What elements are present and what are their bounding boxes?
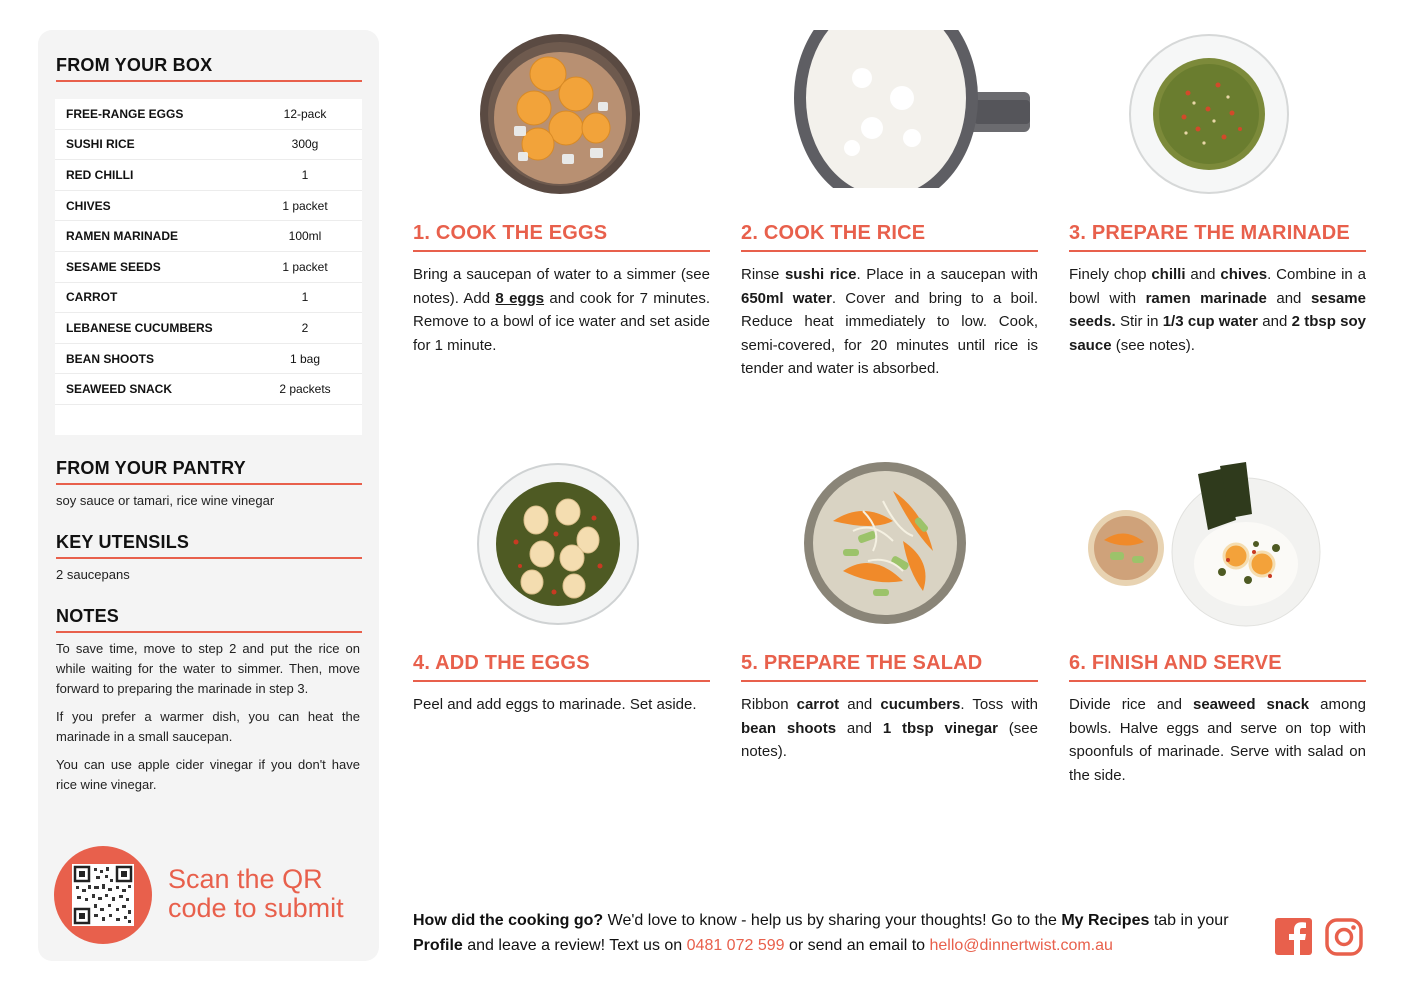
ingredient-quantity: 1 — [301, 167, 309, 182]
eggs-in-marinade-photo — [476, 462, 640, 626]
ingredient-row — [55, 160, 362, 191]
body-text: (see notes). — [1111, 336, 1195, 354]
underlined-text: 8 eggs — [495, 289, 545, 307]
ingredient-name: SEAWEED SNACK — [66, 382, 173, 397]
ingredient-row — [55, 221, 362, 252]
ingredient-quantity: 1 packet — [282, 198, 328, 213]
step-1-rule — [413, 250, 710, 252]
ingredient-name: BEAN SHOOTS — [66, 351, 155, 366]
step-4-title: 4. ADD THE EGGS — [413, 652, 590, 674]
bold-text: bean shoots — [741, 719, 837, 737]
body-text: and — [1185, 266, 1221, 283]
body-text: . Cover and bring to a boil. Reduce heat immediately to low. Cook, semi-covered, for 20 minutes until rice is tender and water is absorbed. — [741, 289, 1039, 377]
utensils-heading-rule — [56, 557, 362, 559]
bold-text: How did the cooking go? — [413, 912, 604, 929]
ingredient-quantity: 1 packet — [282, 259, 328, 274]
ingredient-row — [55, 252, 362, 283]
eggs-in-saucepan-photo — [478, 32, 642, 196]
ingredient-quantity: 1 — [301, 290, 309, 305]
step-2-body — [741, 263, 1038, 381]
body-text: or send an email to — [784, 937, 930, 954]
body-text: (see notes). — [741, 719, 1038, 760]
body-text: Finely chop — [1069, 266, 1152, 283]
step-1-title: 1. COOK THE EGGS — [413, 222, 608, 244]
step-2-title: 2. COOK THE RICE — [741, 222, 926, 244]
ingredient-name: CHIVES — [66, 198, 111, 213]
step-3-title: 3. PREPARE THE MARINADE — [1069, 222, 1350, 244]
body-text: tab in your — [1149, 912, 1229, 929]
note-item: If you prefer a warmer dish, you can heat the marinade in a small saucepan. — [56, 709, 360, 744]
step-6-rule — [1069, 680, 1366, 682]
bold-text: Profile — [413, 937, 463, 954]
bold-text: cucumbers — [880, 696, 961, 713]
note-item: You can use apple cider vinegar if you don't have rice wine vinegar. — [56, 757, 360, 792]
box-heading: FROM YOUR BOX — [56, 55, 213, 75]
ingredient-quantity: 2 — [301, 320, 309, 335]
body-text: Stir in — [1115, 313, 1163, 330]
step-3-rule — [1069, 250, 1366, 252]
rice-in-saucepan-photo — [792, 28, 1032, 198]
contact-link[interactable]: hello@dinnertwist.com.au — [929, 937, 1113, 954]
instagram-icon[interactable] — [1325, 918, 1363, 956]
body-text: We'd love to know - help us by sharing your thoughts! Go to the — [603, 912, 1062, 929]
utensils-text: 2 saucepans — [56, 567, 130, 582]
notes-heading: NOTES — [56, 606, 120, 626]
body-text: . Place in a saucepan with — [856, 266, 1038, 283]
step-6-body — [1069, 693, 1366, 787]
bold-text: 1 tbsp vinegar — [882, 719, 998, 737]
pantry-heading: FROM YOUR PANTRY — [56, 458, 246, 478]
pantry-heading-rule — [56, 483, 362, 485]
ingredient-row — [55, 130, 362, 161]
bold-text: seaweed snack — [1192, 696, 1310, 713]
ingredient-quantity: 12-pack — [283, 106, 327, 121]
bold-text: 1/3 cup water — [1162, 313, 1258, 330]
bold-text: 2 tbsp soy sauce — [1069, 313, 1366, 354]
contact-link[interactable]: 0481 072 599 — [686, 937, 785, 954]
body-text: Ribbon — [741, 696, 797, 713]
ingredient-quantity: 1 bag — [289, 351, 321, 366]
body-text: Peel and add eggs to marinade. Set aside. — [413, 696, 697, 713]
bold-text: My Recipes — [1061, 912, 1150, 929]
facebook-icon[interactable] — [1275, 918, 1313, 956]
step-5-title: 5. PREPARE THE SALAD — [741, 652, 983, 674]
marinade-bowl-photo — [1128, 33, 1290, 195]
step-4-rule — [413, 680, 710, 682]
ingredient-row — [55, 99, 362, 130]
step-2-rule — [741, 250, 1038, 252]
step-4-body — [413, 693, 710, 717]
step-3-body — [1069, 263, 1366, 357]
body-text: among bowls. Halve eggs and serve on top with spoonfuls of marinade. Serve with salad on the side. — [1069, 696, 1366, 784]
feedback-footer — [413, 908, 1243, 958]
note-item: To save time, move to step 2 and put the rice on while waiting for the water to simmer. Then, move forward to preparing the marinade in step 3. — [56, 641, 360, 696]
qr-text-line: code to submit — [168, 893, 344, 923]
body-text: and — [836, 719, 883, 737]
bold-text: chilli — [1151, 266, 1186, 283]
qr-code-badge[interactable] — [54, 846, 152, 944]
body-text: and — [1257, 313, 1292, 330]
ingredient-name: FREE-RANGE EGGS — [66, 106, 184, 121]
body-text: Bring a saucepan of water to a simmer (see notes). Add — [413, 266, 710, 307]
ingredient-row — [55, 191, 362, 222]
body-text: and leave a review! Text us on — [462, 937, 687, 954]
bold-text: 650ml water — [741, 289, 832, 307]
ingredient-name: LEBANESE CUCUMBERS — [66, 320, 213, 335]
box-heading-rule — [56, 80, 362, 82]
body-text: . Combine in a bowl with — [1069, 266, 1366, 307]
served-plate-photo — [1086, 460, 1322, 628]
notes-heading-rule — [56, 631, 362, 633]
ingredient-row — [55, 344, 362, 375]
ingredient-name: RAMEN MARINADE — [66, 229, 178, 244]
ingredient-row — [55, 283, 362, 314]
step-6-title: 6. FINISH AND SERVE — [1069, 652, 1282, 674]
ingredient-row — [55, 313, 362, 344]
notes-list — [56, 639, 360, 803]
step-5-body — [741, 693, 1038, 764]
ingredient-row — [55, 374, 362, 405]
qr-call-to-action — [168, 865, 344, 923]
qr-code-icon — [72, 864, 134, 926]
utensils-heading: KEY UTENSILS — [56, 532, 190, 552]
ingredient-name: SUSHI RICE — [66, 137, 135, 152]
ingredients-sidebar — [38, 30, 379, 961]
box-ingredients-table — [55, 99, 362, 435]
body-text: Divide rice and — [1069, 696, 1193, 713]
ingredient-name: RED CHILLI — [66, 167, 134, 182]
body-text: and — [1266, 289, 1311, 307]
bold-text: carrot — [796, 696, 840, 713]
body-text: and — [839, 696, 881, 713]
ingredient-quantity: 2 packets — [279, 382, 331, 397]
body-text: . Toss with — [960, 696, 1038, 713]
ingredient-quantity: 300g — [291, 137, 319, 152]
bold-text: sesame seeds. — [1069, 289, 1366, 330]
ingredient-quantity: 100ml — [288, 229, 322, 244]
body-text: and cook for 7 minutes. Remove to a bowl of ice water and set aside for 1 minute. — [413, 289, 710, 354]
step-1-body — [413, 263, 710, 357]
qr-text-line: Scan the QR — [168, 864, 323, 894]
bold-text: ramen marinade — [1145, 289, 1267, 307]
bold-text: sushi rice — [784, 266, 857, 283]
ingredient-name: SESAME SEEDS — [66, 259, 161, 274]
ingredient-name: CARROT — [66, 290, 118, 305]
step-5-rule — [741, 680, 1038, 682]
pantry-text: soy sauce or tamari, rice wine vinegar — [56, 493, 275, 508]
salad-bowl-photo — [803, 461, 968, 626]
body-text: Rinse — [741, 266, 785, 283]
bold-text: chives — [1220, 266, 1268, 283]
